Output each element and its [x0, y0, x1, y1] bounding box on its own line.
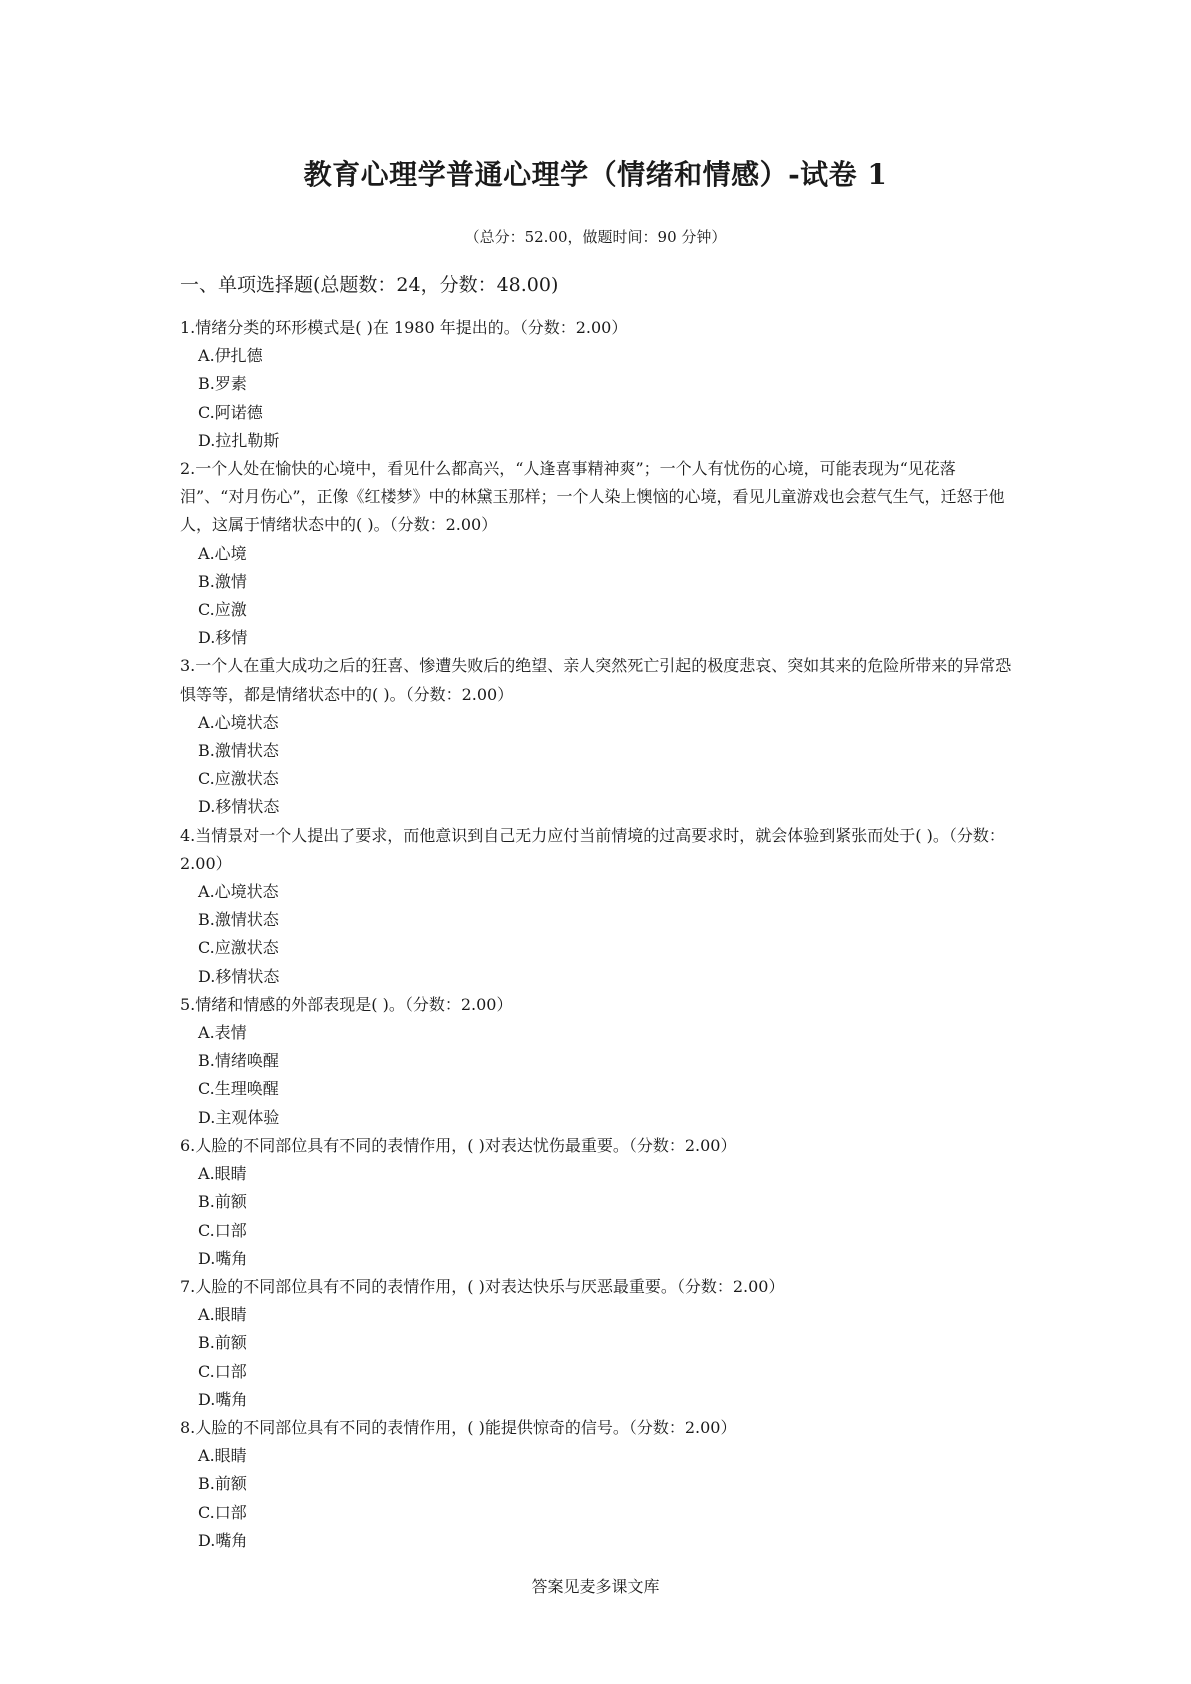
option-text: 激情状态: [214, 741, 279, 761]
option-a: [180, 1442, 1020, 1470]
option-c: [180, 596, 1020, 624]
question-8: [180, 1414, 1020, 1555]
option-letter: C .: [198, 403, 215, 422]
option-text: 口部: [214, 1502, 247, 1522]
question-stem: 5.情绪和情感的外部表现是( )。（分数：2.00）: [180, 994, 513, 1014]
option-letter: C .: [198, 600, 215, 619]
option-text: 心境状态: [214, 882, 279, 902]
option-a: [180, 1301, 1020, 1329]
option-c: [180, 1075, 1020, 1103]
option-text: 嘴角: [215, 1530, 248, 1550]
option-text: 阿诺德: [214, 402, 263, 422]
exam-meta: （总分：52.00，做题时间：90 分钟）: [464, 228, 727, 246]
option-text: 嘴角: [215, 1389, 248, 1409]
option-letter: B .: [198, 910, 215, 929]
option-text: 眼睛: [214, 1446, 247, 1466]
option-letter: D .: [198, 1249, 215, 1268]
question-7: [180, 1273, 1020, 1414]
option-letter: A .: [198, 346, 215, 365]
option-text: 口部: [214, 1361, 247, 1381]
option-d: [180, 624, 1020, 652]
option-letter: C .: [198, 769, 215, 788]
option-d: [180, 793, 1020, 821]
option-list: [180, 1019, 1020, 1132]
option-a: [180, 1019, 1020, 1047]
option-text: 伊扎德: [214, 346, 263, 366]
option-d: [180, 1527, 1020, 1555]
option-letter: A .: [198, 544, 215, 563]
question-1: [180, 314, 1020, 455]
option-c: [180, 399, 1020, 427]
option-letter: B .: [198, 1192, 215, 1211]
question-stem: 8.人脸的不同部位具有不同的表情作用，( )能提供惊奇的信号。（分数：2.00）: [180, 1417, 737, 1437]
option-letter: D .: [198, 797, 215, 816]
option-letter: A .: [198, 1164, 215, 1183]
question-5: [180, 991, 1020, 1132]
option-c: [180, 1217, 1020, 1245]
option-d: [180, 1245, 1020, 1273]
option-text: 前额: [214, 1474, 247, 1494]
option-letter: B .: [198, 1333, 215, 1352]
option-letter: B .: [198, 1051, 215, 1070]
option-b: [180, 568, 1020, 596]
option-text: 前额: [214, 1333, 247, 1353]
option-text: 主观体验: [215, 1107, 280, 1127]
option-text: 应激状态: [214, 938, 279, 958]
option-text: 眼睛: [214, 1164, 247, 1184]
option-text: 激情状态: [214, 910, 279, 930]
option-list: [180, 1301, 1020, 1414]
option-letter: D .: [198, 1108, 215, 1127]
option-c: [180, 1499, 1020, 1527]
option-letter: C .: [198, 1503, 215, 1522]
option-text: 拉扎勒斯: [215, 430, 280, 450]
question-stem: 2.一个人处在愉快的心境中，看见什么都高兴，“人逢喜事精神爽”；一个人有忧伤的心境，可能表现为“见花落泪”、“对月伤心”，正像《红楼梦》中的林黛玉那样；一个人染上懊恼的心境，看见儿童游戏也会惹气生气，迁怒于他人，这属于情绪状态中的( )。（分数：2.00）: [180, 459, 1005, 535]
option-letter: A .: [198, 1023, 215, 1042]
option-text: 心境状态: [214, 712, 279, 732]
option-text: 移情: [215, 628, 248, 648]
question-4: [180, 822, 1020, 991]
option-a: [180, 342, 1020, 370]
question-6: [180, 1132, 1020, 1273]
option-b: [180, 1470, 1020, 1498]
option-c: [180, 1358, 1020, 1386]
option-letter: D .: [198, 431, 215, 450]
question-stem: 1.情绪分类的环形模式是( )在 1980 年提出的。（分数：2.00）: [180, 318, 628, 337]
option-text: 激情: [214, 571, 247, 591]
option-text: 应激: [214, 600, 247, 620]
option-text: 眼睛: [214, 1305, 247, 1325]
option-text: 表情: [214, 1023, 247, 1043]
option-letter: C .: [198, 1362, 215, 1381]
option-list: [180, 709, 1020, 822]
option-letter: D .: [198, 967, 215, 986]
option-letter: B .: [198, 1474, 215, 1493]
option-text: 生理唤醒: [214, 1079, 279, 1099]
option-list: [180, 1442, 1020, 1555]
option-b: [180, 1047, 1020, 1075]
option-d: [180, 963, 1020, 991]
page-title: 教育心理学普通心理学（情绪和情感）-试卷 1: [303, 157, 888, 191]
option-b: [180, 370, 1020, 398]
option-a: [180, 1160, 1020, 1188]
option-text: 移情状态: [215, 797, 280, 817]
option-text: 口部: [214, 1220, 247, 1240]
option-d: [180, 1104, 1020, 1132]
option-letter: C .: [198, 1079, 215, 1098]
option-list: [180, 878, 1020, 991]
option-text: 情绪唤醒: [214, 1051, 279, 1071]
option-list: [180, 342, 1020, 455]
option-text: 移情状态: [215, 966, 280, 986]
option-text: 嘴角: [215, 1248, 248, 1268]
option-letter: A .: [198, 882, 215, 901]
option-d: [180, 427, 1020, 455]
option-d: [180, 1386, 1020, 1414]
option-b: [180, 1188, 1020, 1216]
question-stem: 6.人脸的不同部位具有不同的表情作用，( )对表达忧伤最重要。（分数：2.00）: [180, 1135, 737, 1155]
option-letter: D .: [198, 628, 215, 647]
section-heading: 一、单项选择题(总题数：24，分数：48.00): [180, 274, 559, 296]
option-a: [180, 878, 1020, 906]
option-a: [180, 540, 1020, 568]
page-footer: 答案见麦多课文库: [531, 1577, 660, 1596]
question-3: [180, 652, 1020, 821]
option-letter: A .: [198, 713, 215, 732]
question-stem: 3.一个人在重大成功之后的狂喜、惨遭失败后的绝望、亲人突然死亡引起的极度悲哀、突如其来的危险所带来的异常恐惧等等，都是情绪状态中的( )。（分数：2.00）: [180, 656, 1012, 704]
option-letter: B .: [198, 374, 215, 393]
question-2: [180, 455, 1020, 652]
option-letter: C .: [198, 1221, 215, 1240]
option-list: [180, 1160, 1020, 1273]
question-stem: 4.当情景对一个人提出了要求，而他意识到自己无力应付当前情境的过高要求时，就会体验到紧张而处于( )。（分数：2.00）: [180, 825, 1005, 873]
question-list: [180, 314, 1020, 1555]
option-a: [180, 709, 1020, 737]
option-letter: A .: [198, 1446, 215, 1465]
option-letter: B .: [198, 741, 215, 760]
option-letter: D .: [198, 1531, 215, 1550]
option-text: 心境: [214, 543, 247, 563]
option-list: [180, 540, 1020, 653]
option-text: 罗素: [214, 374, 247, 394]
option-c: [180, 934, 1020, 962]
option-letter: B .: [198, 572, 215, 591]
option-b: [180, 1329, 1020, 1357]
option-b: [180, 906, 1020, 934]
option-text: 应激状态: [214, 769, 279, 789]
option-letter: A .: [198, 1305, 215, 1324]
option-c: [180, 765, 1020, 793]
option-letter: D .: [198, 1390, 215, 1409]
option-letter: C .: [198, 938, 215, 957]
option-b: [180, 737, 1020, 765]
question-stem: 7.人脸的不同部位具有不同的表情作用，( )对表达快乐与厌恶最重要。（分数：2.00）: [180, 1276, 785, 1296]
option-text: 前额: [214, 1192, 247, 1212]
